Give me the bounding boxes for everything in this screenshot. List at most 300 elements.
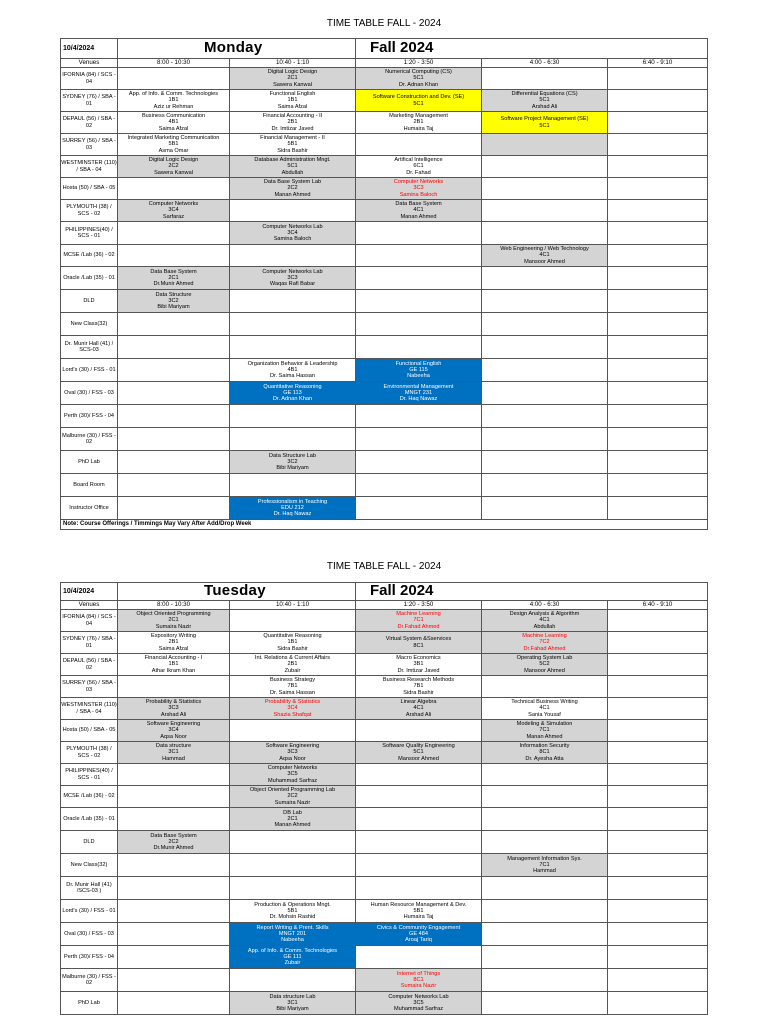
timetable-row	[61, 654, 708, 676]
date-cell: 10/4/2024	[61, 583, 118, 601]
class-line: 5C1	[413, 75, 424, 82]
venue-cell: MCSE /Lab (36) - 02	[61, 245, 118, 267]
class-line: Computer Networks	[393, 179, 444, 186]
venues-header: Venues	[61, 59, 118, 68]
class-line: GE 111	[283, 953, 302, 960]
class-line: 7B1	[413, 683, 424, 690]
empty-slot	[118, 428, 230, 451]
class-line: 4C1	[539, 705, 550, 712]
timetable-tuesday	[60, 582, 708, 1015]
empty-slot	[482, 764, 608, 786]
class-line: Manan Ahmed	[274, 822, 311, 829]
class-cell	[230, 676, 356, 698]
class-line: 1B1	[168, 661, 179, 668]
class-cell	[356, 68, 482, 90]
empty-slot	[482, 178, 608, 200]
venue-cell: Instructor Office	[61, 497, 118, 520]
class-line: 3C3	[168, 705, 179, 712]
class-line: 4B1	[168, 119, 179, 126]
timetable-row	[61, 808, 708, 831]
empty-slot	[482, 877, 608, 900]
empty-slot	[356, 831, 482, 854]
venue-cell: DEPAUL (56) / SBA - 02	[61, 654, 118, 676]
empty-slot	[608, 698, 708, 720]
day-title: Tuesday	[118, 583, 356, 601]
timetable-row	[61, 698, 708, 720]
class-cell	[230, 946, 356, 969]
empty-slot	[118, 336, 230, 359]
class-line: Data Base System	[150, 268, 197, 275]
class-line: Financial Accounting - I	[144, 655, 203, 662]
class-cell	[482, 134, 608, 156]
empty-slot	[608, 632, 708, 654]
venue-cell: PHILIPPINES(40) / SCS - 01	[61, 764, 118, 786]
empty-slot	[482, 405, 608, 428]
class-line: Dr. Ayesha Atta	[525, 755, 564, 762]
timetable-row	[61, 405, 708, 428]
empty-slot	[608, 610, 708, 632]
class-line: Object Oriented Programming	[136, 611, 211, 618]
empty-slot	[608, 808, 708, 831]
empty-slot	[482, 831, 608, 854]
empty-slot	[118, 222, 230, 245]
class-line: App. of Info. & Comm. Technologies	[128, 91, 219, 98]
class-line: Dr. Mohsin Rashid	[269, 914, 316, 921]
time-slot-header: 1:20 - 3:50	[356, 601, 482, 610]
class-cell	[230, 497, 356, 520]
empty-slot	[608, 742, 708, 764]
class-line: Software Quality Engineering	[382, 743, 455, 750]
class-line: 3C4	[287, 229, 298, 236]
empty-slot	[608, 112, 708, 134]
class-line: 8C1	[413, 976, 424, 983]
class-cell	[482, 654, 608, 676]
class-cell	[482, 90, 608, 112]
empty-slot	[230, 245, 356, 267]
empty-slot	[230, 877, 356, 900]
page-title-monday: TIME TABLE FALL - 2024	[326, 18, 442, 29]
venue-cell: IFORNIA (84) / SCS - 04	[61, 610, 118, 632]
class-line: Object Oriented Programming Lab	[249, 787, 336, 794]
class-line: Saima Afzal	[158, 645, 189, 652]
class-line: Software Construction and Dev. (SE)	[372, 94, 465, 101]
class-line: 2C2	[287, 793, 298, 800]
class-line: Dr. Saima Hassan	[269, 689, 316, 696]
class-line: Dr. Adnan Khan	[272, 396, 313, 403]
empty-slot	[608, 854, 708, 877]
empty-slot	[608, 428, 708, 451]
class-line: 1B1	[287, 97, 298, 104]
class-line: Manan Ahmed	[274, 191, 311, 198]
class-line: Dr. Adnan Khan	[398, 81, 439, 88]
empty-slot	[118, 900, 230, 923]
class-cell	[482, 632, 608, 654]
timetable-row	[61, 497, 708, 520]
venue-cell: Lord's (30) / FSS - 01	[61, 359, 118, 382]
class-line: Probability & Statistics	[145, 699, 202, 706]
venue-cell: PhD Lab	[61, 992, 118, 1015]
empty-slot	[356, 222, 482, 245]
class-cell	[356, 610, 482, 632]
class-line: Expository Writing	[151, 633, 196, 640]
class-line: Management Information Sys.	[507, 855, 582, 862]
class-line: Humaira Taj	[403, 125, 434, 132]
class-cell	[230, 359, 356, 382]
term-title: Fall 2024	[356, 583, 708, 601]
empty-slot	[608, 764, 708, 786]
class-line: Sawera Kanwal	[273, 81, 312, 88]
class-line: Macro Economics	[396, 655, 441, 662]
empty-slot	[482, 992, 608, 1015]
class-cell	[230, 90, 356, 112]
class-line: Hammad	[533, 868, 556, 875]
class-line: 3C5	[413, 999, 424, 1006]
empty-slot	[482, 200, 608, 222]
empty-slot	[230, 313, 356, 336]
class-line: Nabeeha	[281, 937, 304, 944]
empty-slot	[118, 178, 230, 200]
class-line: Nabeeha	[407, 373, 430, 380]
class-line: Dr. Imtizar Javed	[397, 667, 440, 674]
class-line: 3C4	[168, 727, 179, 734]
venue-cell: Board Room	[61, 474, 118, 497]
class-line: Digital Logic Design	[148, 157, 199, 164]
empty-slot	[608, 451, 708, 474]
class-line: 2C2	[168, 163, 179, 170]
class-line: Machine Learning	[522, 633, 567, 640]
time-slot-header: 10:40 - 1:10	[230, 59, 356, 68]
timetable-row	[61, 336, 708, 359]
class-line: 5B1	[413, 907, 424, 914]
empty-slot	[608, 178, 708, 200]
class-line: Saima Afzal	[277, 103, 308, 110]
empty-slot	[608, 720, 708, 742]
empty-slot	[356, 134, 482, 156]
class-line: Software Project Management (SE)	[500, 116, 589, 123]
class-line: Dr. Haq Nawaz	[273, 511, 312, 518]
class-line: Report Writing & Prent. Skills	[256, 924, 329, 931]
venue-cell: PHILIPPINES(40) / SCS - 01	[61, 222, 118, 245]
empty-slot	[230, 336, 356, 359]
class-line: Computer Networks Lab	[262, 223, 323, 230]
class-line: 3C2	[287, 458, 298, 465]
empty-slot	[482, 336, 608, 359]
class-line: 4C1	[413, 207, 424, 214]
empty-slot	[608, 946, 708, 969]
class-line: 7C2	[539, 639, 550, 646]
empty-slot	[356, 946, 482, 969]
time-slot-header: 6:40 - 9:10	[608, 601, 708, 610]
venue-cell: Malburne (30) / FSS - 02	[61, 428, 118, 451]
empty-slot	[608, 969, 708, 992]
empty-slot	[482, 313, 608, 336]
empty-slot	[608, 405, 708, 428]
empty-slot	[608, 831, 708, 854]
class-line: Zubair	[284, 960, 301, 967]
class-line: Computer Networks	[148, 201, 199, 208]
class-line: 3C4	[287, 705, 298, 712]
class-line: Sidra Bashir	[277, 645, 308, 652]
empty-slot	[230, 290, 356, 313]
empty-slot	[118, 382, 230, 405]
class-cell	[118, 112, 230, 134]
empty-slot	[118, 497, 230, 520]
empty-slot	[118, 854, 230, 877]
class-cell	[230, 134, 356, 156]
class-line: Data structure Lab	[269, 993, 316, 1000]
class-line: 2B1	[413, 119, 424, 126]
venues-header: Venues	[61, 601, 118, 610]
class-line: Dr.Fahad Ahmed	[397, 623, 440, 630]
class-line: Linear Algebra	[400, 699, 437, 706]
class-line: Int. Relations & Current Affairs	[254, 655, 331, 662]
class-cell	[118, 290, 230, 313]
empty-slot	[230, 200, 356, 222]
class-cell	[482, 112, 608, 134]
class-line: Athar Ikram Khan	[151, 667, 196, 674]
class-cell	[230, 654, 356, 676]
venue-cell: Dr. Munir Hall (41) / SCS-03	[61, 336, 118, 359]
timetable-row	[61, 854, 708, 877]
class-cell	[356, 923, 482, 946]
class-cell	[356, 382, 482, 405]
term-title: Fall 2024	[356, 39, 708, 59]
venue-cell: Oracle /Lab (35) - 01	[61, 808, 118, 831]
empty-slot	[608, 900, 708, 923]
timetable-row	[61, 474, 708, 497]
empty-slot	[482, 451, 608, 474]
venue-cell: Hosta (50) / SBA - 05	[61, 178, 118, 200]
class-line: Humaira Taj	[403, 914, 434, 921]
venue-cell: WESTMINSTER (110) / SBA - 04	[61, 698, 118, 720]
class-cell	[356, 698, 482, 720]
venue-cell: WESTMINSTER (110) / SBA - 04	[61, 156, 118, 178]
class-line: Sidra Bashir	[277, 147, 308, 154]
class-line: 3B1	[413, 661, 424, 668]
class-line: 2C1	[168, 274, 179, 281]
timetable-row	[61, 764, 708, 786]
empty-slot	[482, 946, 608, 969]
timetable-row	[61, 245, 708, 267]
empty-slot	[608, 156, 708, 178]
empty-slot	[356, 786, 482, 808]
class-cell	[356, 742, 482, 764]
empty-slot	[608, 290, 708, 313]
timetable-monday	[60, 38, 708, 530]
venue-cell: Oval (30) / FSS - 03	[61, 923, 118, 946]
class-line: Arshad Ali	[531, 103, 558, 110]
class-line: 5C1	[287, 163, 298, 170]
empty-slot	[118, 68, 230, 90]
class-cell	[118, 134, 230, 156]
class-line: Civics & Community Engagement	[376, 924, 461, 931]
class-line: Dr.Fahad Ahmed	[523, 645, 566, 652]
empty-slot	[356, 290, 482, 313]
class-line: 2C1	[287, 815, 298, 822]
class-line: Sarfaraz	[162, 213, 185, 220]
class-line: 2C1	[287, 75, 298, 82]
class-cell	[230, 178, 356, 200]
class-line: Sumaira Nazir	[274, 799, 311, 806]
empty-slot	[356, 405, 482, 428]
class-line: 3C3	[413, 185, 424, 192]
class-line: Shazia Shafqat	[273, 711, 312, 718]
class-cell	[230, 112, 356, 134]
class-line: App. of Info. & Comm. Technologies	[247, 947, 338, 954]
timetable-row	[61, 451, 708, 474]
class-cell	[356, 178, 482, 200]
timetable-row	[61, 382, 708, 405]
empty-slot	[482, 68, 608, 90]
empty-slot	[482, 474, 608, 497]
class-line: Production & Operations Mngt.	[254, 901, 331, 908]
class-cell	[230, 786, 356, 808]
empty-slot	[482, 497, 608, 520]
class-line: Marketing Management	[389, 113, 448, 120]
class-line: 3C1	[287, 999, 298, 1006]
empty-slot	[118, 786, 230, 808]
empty-slot	[118, 969, 230, 992]
time-slot-header: 8:00 - 10:30	[118, 59, 230, 68]
class-line: Quantitative Reasoning	[263, 383, 322, 390]
class-line: 2B1	[287, 119, 298, 126]
empty-slot	[230, 854, 356, 877]
empty-slot	[608, 923, 708, 946]
empty-slot	[230, 720, 356, 742]
venue-cell: SYDNEY (76) / SBA - 01	[61, 632, 118, 654]
time-slot-header: 1:20 - 3:50	[356, 59, 482, 68]
class-line: 3C3	[287, 274, 298, 281]
class-line: Business Research Methods	[382, 677, 455, 684]
venue-cell: New Class(32)	[61, 854, 118, 877]
class-line: Abdullah	[533, 623, 556, 630]
class-line: Bibi Mariyam	[157, 304, 190, 311]
class-line: Dr. Imtizar Javed	[271, 125, 314, 132]
time-slot-header: 10:40 - 1:10	[230, 601, 356, 610]
empty-slot	[118, 313, 230, 336]
class-line: Mansoor Ahmed	[524, 667, 565, 674]
timetable-row	[61, 632, 708, 654]
time-slot-header: 4:00 - 6:30	[482, 59, 608, 68]
class-line: 7C1	[539, 727, 550, 734]
timetable-row	[61, 610, 708, 632]
class-line: Mansoor Ahmed	[524, 258, 565, 265]
class-line: Computer Networks Lab	[388, 993, 449, 1000]
class-cell	[356, 90, 482, 112]
class-line: Database Administration Mngt.	[254, 157, 331, 164]
class-cell	[230, 156, 356, 178]
class-line: Samina Baloch	[273, 236, 312, 243]
class-cell	[118, 90, 230, 112]
class-line: MNGT 231	[404, 389, 433, 396]
venue-cell: Dr. Munir Hall (41) /SCS-03 )	[61, 877, 118, 900]
empty-slot	[356, 267, 482, 290]
empty-slot	[608, 336, 708, 359]
empty-slot	[482, 969, 608, 992]
empty-slot	[118, 923, 230, 946]
class-line: 3C4	[168, 207, 179, 214]
class-line: Dr. Saima Hassan	[269, 373, 316, 380]
class-line: Organization Behavior & Leadership	[247, 360, 338, 367]
empty-slot	[608, 267, 708, 290]
empty-slot	[482, 786, 608, 808]
class-line: Human Resource Management & Dev.	[370, 901, 467, 908]
class-line: Manan Ahmed	[400, 213, 437, 220]
class-cell	[118, 156, 230, 178]
class-cell	[118, 632, 230, 654]
class-line: Data Structure Lab	[269, 452, 316, 459]
class-cell	[482, 245, 608, 267]
class-line: Modeling & Simulation	[516, 721, 573, 728]
timetable-row	[61, 267, 708, 290]
class-line: Probability & Statistics	[264, 699, 321, 706]
class-cell	[356, 359, 482, 382]
class-line: Aqsa Noor	[160, 733, 187, 740]
empty-slot	[608, 134, 708, 156]
class-line: Digital Logic Design	[267, 69, 318, 76]
class-line: 7B1	[287, 683, 298, 690]
timetable-row	[61, 786, 708, 808]
class-line: 5B1	[287, 907, 298, 914]
empty-slot	[118, 764, 230, 786]
venue-cell: SYDNEY (76) / SBA - 01	[61, 90, 118, 112]
empty-slot	[608, 474, 708, 497]
class-cell	[482, 698, 608, 720]
class-cell	[482, 742, 608, 764]
class-line: Sumaira Nazir	[400, 983, 437, 990]
class-line: 5C1	[539, 97, 550, 104]
class-cell	[230, 764, 356, 786]
class-line: Sumaira Nazir	[155, 623, 192, 630]
class-cell	[118, 698, 230, 720]
class-line: Dr.Munir Ahmed	[153, 845, 194, 852]
class-cell	[230, 267, 356, 290]
class-cell	[230, 382, 356, 405]
venue-cell: PhD Lab	[61, 451, 118, 474]
class-cell	[230, 698, 356, 720]
class-line: 5B1	[287, 141, 298, 148]
timetable-row	[61, 923, 708, 946]
empty-slot	[356, 451, 482, 474]
class-line: Quantitative Reasoning	[263, 633, 322, 640]
empty-slot	[482, 267, 608, 290]
class-line: 8C1	[539, 749, 550, 756]
empty-slot	[608, 222, 708, 245]
empty-slot	[118, 676, 230, 698]
timetable-row	[61, 720, 708, 742]
timetable-row	[61, 222, 708, 245]
class-line: Muhammad Sarfraz	[267, 777, 318, 784]
class-line: Software Engineering	[146, 721, 201, 728]
class-line: Waqas Rafi Babar	[269, 281, 316, 288]
empty-slot	[230, 474, 356, 497]
empty-slot	[230, 428, 356, 451]
empty-slot	[356, 720, 482, 742]
class-line: Computer Networks	[267, 765, 318, 772]
class-line: Data Structure	[155, 291, 192, 298]
class-line: 4C1	[413, 705, 424, 712]
empty-slot	[356, 474, 482, 497]
class-line: 5C1	[539, 122, 550, 129]
class-cell	[482, 854, 608, 877]
class-line: Data Base System Lab	[263, 179, 322, 186]
class-line: 7C1	[413, 617, 424, 624]
class-cell	[230, 68, 356, 90]
class-line: 5C2	[539, 661, 550, 668]
empty-slot	[118, 474, 230, 497]
class-cell	[356, 156, 482, 178]
timetable-row	[61, 969, 708, 992]
